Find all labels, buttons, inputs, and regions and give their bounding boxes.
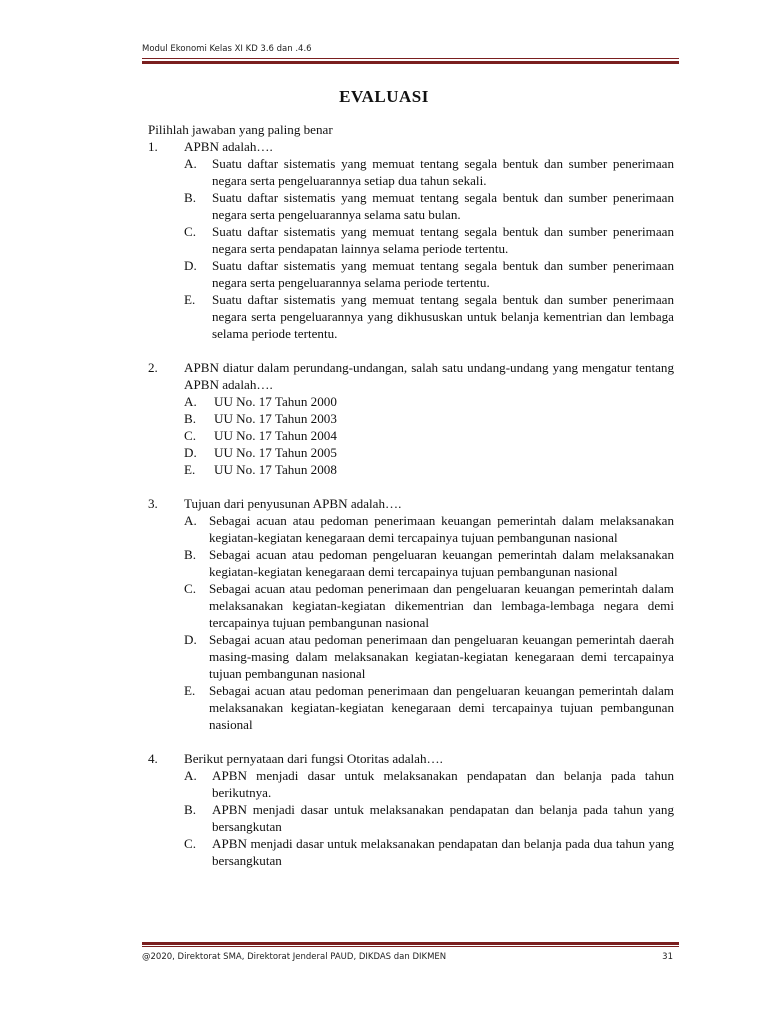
option-text: Suatu daftar sistematis yang memuat tentang segala bentuk dan sumber penerimaan negara serta pengeluarannya setiap dua tahun sekali.: [212, 156, 674, 188]
option-letter: B.: [184, 190, 197, 205]
option-b: [184, 546, 674, 580]
option-letter: D.: [184, 632, 197, 647]
option-e: [184, 461, 674, 478]
option-e: [184, 682, 674, 733]
option-letter: E.: [184, 462, 196, 477]
option-text: APBN menjadi dasar untuk melaksanakan pendapatan dan belanja pada tahun berikutnya.: [212, 768, 674, 800]
footer-rule-thin: [142, 946, 679, 947]
option-letter: A.: [184, 394, 197, 409]
option-text: Sebagai acuan atau pedoman pengeluaran keuangan pemerintah dalam melaksanakan kegiatan-kegiatan kenegaraan demi tercapainya tujuan pembangunan nasional: [209, 547, 674, 579]
evaluation-content: [148, 121, 674, 869]
instruction-text: Pilihlah jawaban yang paling benar: [148, 122, 333, 137]
option-text: Suatu daftar sistematis yang memuat tentang segala bentuk dan sumber penerimaan negara serta pengeluarannya yang dikhususkan untuk belanja kementrian dan lembaga selama periode tertentu.: [212, 292, 674, 341]
option-letter: C.: [184, 836, 197, 851]
option-text: Sebagai acuan atau pedoman penerimaan keuangan pemerintah dalam melaksanakan kegiatan-kegiatan kenegaraan demi tercapainya tujuan pembangunan nasional: [209, 513, 674, 545]
footer-copyright: @2020, Direktorat SMA, Direktorat Jenderal PAUD, DIKDAS dan DIKMEN: [142, 952, 447, 962]
question-number: 4.: [148, 751, 158, 766]
option-letter: D.: [184, 258, 197, 273]
question-text: APBN diatur dalam perundang-undangan, salah satu undang-undang yang mengatur tentang APBN adalah….: [184, 360, 674, 392]
option-a: [184, 393, 674, 410]
option-text: Sebagai acuan atau pedoman penerimaan dan pengeluaran keuangan pemerintah daerah masing-masing dalam melaksanakan kegiatan-kegiatan kenegaraan demi tercapainya tujuan pembangunan nasional: [209, 632, 674, 681]
header-rule-thick: [142, 61, 679, 64]
question-1: [148, 138, 674, 342]
option-c: [184, 835, 674, 869]
option-c: [184, 427, 674, 444]
option-c: [184, 223, 674, 257]
option-b: [184, 189, 674, 223]
option-text: Sebagai acuan atau pedoman penerimaan dan pengeluaran keuangan pemerintah dalam melaksanakan kegiatan-kegiatan dikementrian dan lembaga-lembaga negara demi tercapainya tujuan pembangunan nasional: [209, 581, 674, 630]
option-text: UU No. 17 Tahun 2004: [214, 428, 337, 443]
option-letter: B.: [184, 547, 197, 562]
page-number: 31: [662, 952, 673, 962]
option-text: Sebagai acuan atau pedoman penerimaan dan pengeluaran keuangan pemerintah dalam melaksanakan kegiatan-kegiatan kenegaraan demi tercapainya tujuan pembangunan nasional: [209, 683, 674, 732]
option-letter: B.: [184, 802, 197, 817]
option-text: Suatu daftar sistematis yang memuat tentang segala bentuk dan sumber penerimaan negara serta pengeluarannya selama periode tertentu.: [212, 258, 674, 290]
option-letter: D.: [184, 445, 197, 460]
question-number: 2.: [148, 360, 158, 375]
option-text: UU No. 17 Tahun 2005: [214, 445, 337, 460]
option-letter: A.: [184, 513, 197, 528]
footer-text: [142, 952, 679, 962]
option-b: [184, 801, 674, 835]
option-e: [184, 291, 674, 342]
question-2: [148, 359, 674, 478]
option-a: [184, 155, 674, 189]
option-b: [184, 410, 674, 427]
option-d: [184, 631, 674, 682]
option-letter: C.: [184, 428, 197, 443]
option-text: Suatu daftar sistematis yang memuat tentang segala bentuk dan sumber penerimaan negara serta pendapatan lainnya selama periode tertentu.: [212, 224, 674, 256]
page-title: EVALUASI: [339, 87, 429, 106]
option-d: [184, 444, 674, 461]
option-c: [184, 580, 674, 631]
option-letter: A.: [184, 156, 197, 171]
option-a: [184, 767, 674, 801]
question-number: 3.: [148, 496, 158, 511]
question-number: 1.: [148, 139, 158, 154]
question-text: Tujuan dari penyusunan APBN adalah….: [184, 496, 402, 511]
option-text: UU No. 17 Tahun 2003: [214, 411, 337, 426]
question-text: Berikut pernyataan dari fungsi Otoritas adalah….: [184, 751, 443, 766]
question-3: [148, 495, 674, 733]
option-text: UU No. 17 Tahun 2008: [214, 462, 337, 477]
header-rule-thin: [142, 58, 679, 59]
option-text: Suatu daftar sistematis yang memuat tentang segala bentuk dan sumber penerimaan negara serta pengeluarannya selama satu bulan.: [212, 190, 674, 222]
question-text: APBN adalah….: [184, 139, 273, 154]
option-text: APBN menjadi dasar untuk melaksanakan pendapatan dan belanja pada tahun yang bersangkutan: [212, 802, 674, 834]
question-4: [148, 750, 674, 869]
option-letter: A.: [184, 768, 197, 783]
header-text: Modul Ekonomi Kelas XI KD 3.6 dan .4.6: [142, 44, 312, 54]
option-d: [184, 257, 674, 291]
option-letter: E.: [184, 292, 196, 307]
option-letter: E.: [184, 683, 196, 698]
option-letter: C.: [184, 581, 197, 596]
option-letter: C.: [184, 224, 197, 239]
option-a: [184, 512, 674, 546]
option-text: UU No. 17 Tahun 2000: [214, 394, 337, 409]
footer-rule-thick: [142, 942, 679, 945]
option-text: APBN menjadi dasar untuk melaksanakan pendapatan dan belanja pada dua tahun yang bersangkutan: [212, 836, 674, 868]
option-letter: B.: [184, 411, 197, 426]
